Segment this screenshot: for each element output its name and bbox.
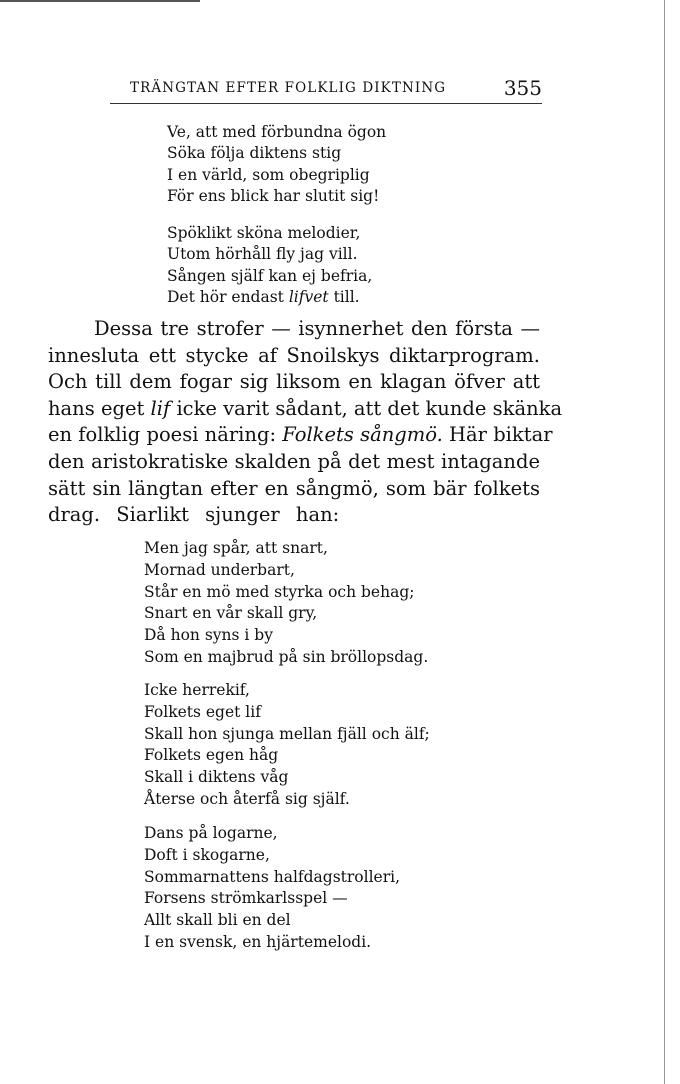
verse-line: Som en majbrud på sin bröllopsdag. — [144, 647, 429, 666]
verse-text: till. — [328, 287, 360, 306]
verse-line: Doft i skogarne, — [144, 845, 270, 864]
page-header — [48, 76, 542, 104]
prose-paragraph — [48, 316, 563, 529]
prose-line: den aristokratiske skalden på det mest intagande — [48, 449, 540, 473]
verse-line — [167, 287, 372, 308]
verse-line: Icke herrekif, — [144, 681, 250, 699]
verse-line: Spöklikt sköna melodier, — [167, 224, 361, 242]
verse-line: Står en mö med styrka och behag; — [144, 582, 415, 601]
prose-line: sätt sin längtan efter en sångmö, som bär folkets — [48, 476, 540, 500]
verse-line: Utom hörhåll fly jag vill. — [167, 245, 358, 264]
prose-emphasis: lif — [150, 396, 171, 420]
prose-line: Dessa tre strofer — isynnerhet den första — — [94, 317, 540, 340]
verse-emphasis: lifvet — [288, 287, 329, 306]
verse-line: Forsens strömkarlsspel — — [144, 889, 348, 908]
verse-text: Det hör endast — [167, 287, 289, 306]
scan-top-edge — [0, 0, 200, 2]
prose-text: en folklig poesi näring: — [48, 423, 283, 447]
verse-line: Ve, att med förbundna ögon — [167, 123, 387, 141]
verse-line: Skall i diktens våg — [144, 768, 289, 787]
prose-line — [48, 396, 563, 423]
prose-line: drag. Siarlikt sjunger han: — [48, 503, 340, 527]
prose-text: hans eget — [48, 396, 151, 420]
verse-line: Folkets egen håg — [144, 746, 279, 765]
poem1-stanza2 — [167, 223, 372, 308]
verse-line: Snart en vår skall gry, — [144, 604, 318, 623]
scan-right-edge — [664, 0, 665, 1084]
prose-line — [48, 422, 553, 449]
prose-emphasis: Folkets sångmö. — [282, 423, 443, 447]
verse-line: Söka följa diktens stig — [167, 144, 342, 163]
prose-line: Och till dem fogar sig liksom en klagan öfver att — [48, 370, 540, 394]
verse-line: Allt skall bli en del — [144, 911, 291, 930]
verse-line: Återse och återfå sig själf. — [144, 789, 350, 808]
verse-line: Då hon syns i by — [144, 626, 273, 645]
poem2-stanza3 — [144, 823, 400, 954]
page-number: 355 — [503, 76, 542, 100]
verse-line: Sommarnattens halfdagstrolleri, — [144, 867, 401, 886]
prose-text: icke varit sådant, att det kunde skänka — [170, 396, 563, 420]
verse-line: Dans på logarne, — [144, 824, 278, 842]
prose-text: Här biktar — [442, 423, 553, 447]
verse-line: Skall hon sjunga mellan fjäll och älf; — [144, 724, 430, 743]
poem2-stanza1 — [144, 538, 428, 669]
verse-line: Sången själf kan ej befria, — [167, 266, 373, 285]
verse-line: I en svensk, en hjärtemelodi. — [144, 932, 372, 951]
verse-line: Mornad underbart, — [144, 560, 295, 579]
verse-line: För ens blick har slutit sig! — [167, 186, 380, 205]
poem2-stanza2 — [144, 680, 430, 811]
verse-line: Folkets eget lif — [144, 702, 261, 721]
running-title: TRÄNGTAN EFTER FOLKLIG DIKTNING — [130, 80, 447, 96]
verse-line: Men jag spår, att snart, — [144, 539, 328, 557]
poem1-stanza1 — [167, 122, 386, 207]
prose-line: innesluta ett stycke af Snoilskys diktarprogram. — [48, 343, 540, 367]
verse-line: I en värld, som obegriplig — [167, 165, 370, 184]
header-rule — [110, 103, 542, 104]
